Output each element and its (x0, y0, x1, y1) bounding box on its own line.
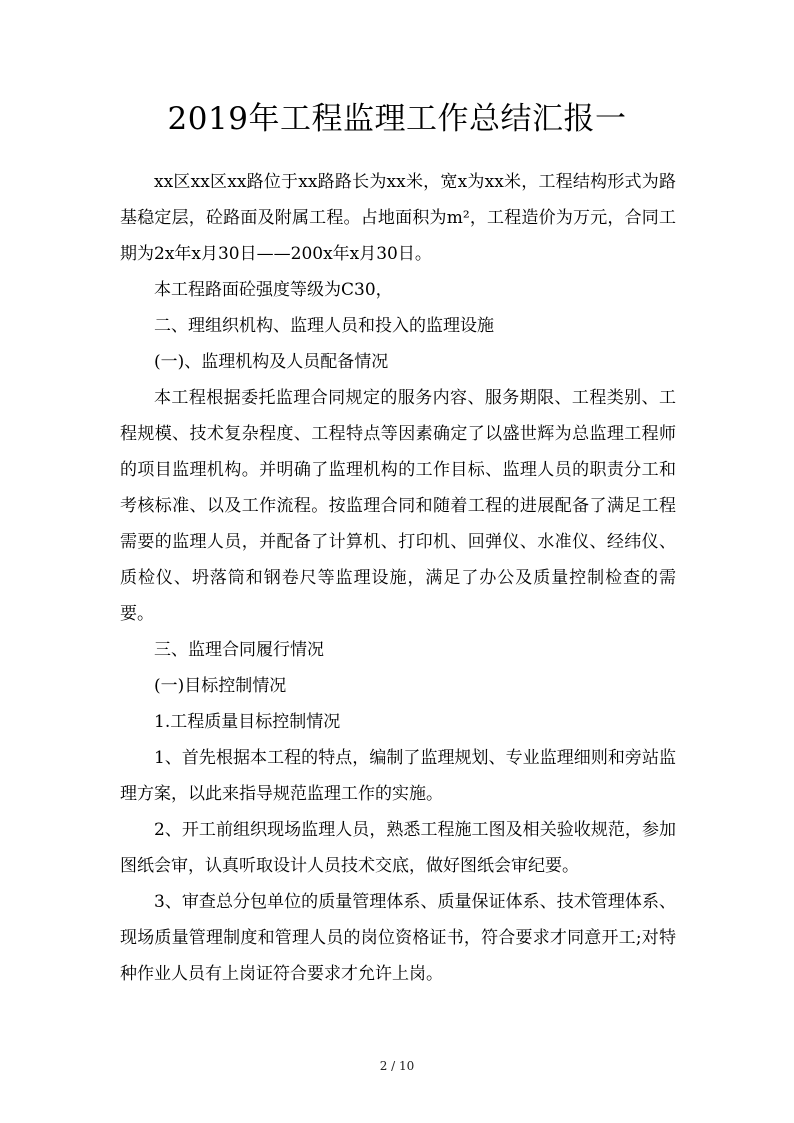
page-number: 2 / 10 (379, 1059, 415, 1073)
paragraph-project-overview: xx区xx区xx路位于xx路路长为xx米，宽x为xx米，工程结构形式为路基稳定层，砼路面及附属工程。占地面积为m²，工程造价为万元，合同工期为2x年x月30日——200x年x月30日。 (120, 172, 676, 264)
document-body (120, 164, 676, 992)
subheading-staffing: (一)、监理机构及人员配备情况 (154, 352, 389, 372)
paragraph-item-3: 3、审查总分包单位的质量管理体系、质量保证体系、技术管理体系、现场质量管理制度和管理人员的岗位资格证书，符合要求才同意开工;对特种作业人员有上岗证符合要求才允许上岗。 (120, 892, 676, 984)
heading-organization: 二、理组织机构、监理人员和投入的监理设施 (154, 316, 494, 336)
subheading-quality-control: 1.工程质量目标控制情况 (154, 712, 341, 732)
document-title: 2019年工程监理工作总结汇报一 (167, 101, 627, 137)
subheading-target-control: (一)目标控制情况 (154, 676, 287, 696)
paragraph-item-1: 1、首先根据本工程的特点，编制了监理规划、专业监理细则和旁站监理方案，以此来指导规范监理工作的实施。 (120, 748, 676, 804)
paragraph-concrete-grade: 本工程路面砼强度等级为C30， (154, 280, 393, 300)
paragraph-staffing-details: 本工程根据委托监理合同规定的服务内容、服务期限、工程类别、工程规模、技术复杂程度、工程特点等因素确定了以盛世辉为总监理工程师的项目监理机构。并明确了监理机构的工作目标、监理人员的职责分工和考核标准、以及工作流程。按监理合同和随着工程的进展配备了满足工程需要的监理人员，并配备了计算机、打印机、回弹仪、水准仪、经纬仪、质检仪、坍落筒和钢卷尺等监理设施，满足了办公及质量控制检查的需要。 (120, 388, 676, 624)
paragraph-item-2: 2、开工前组织现场监理人员，熟悉工程施工图及相关验收规范，参加图纸会审，认真听取设计人员技术交底，做好图纸会审纪要。 (120, 820, 676, 876)
heading-contract-performance: 三、监理合同履行情况 (154, 640, 324, 660)
